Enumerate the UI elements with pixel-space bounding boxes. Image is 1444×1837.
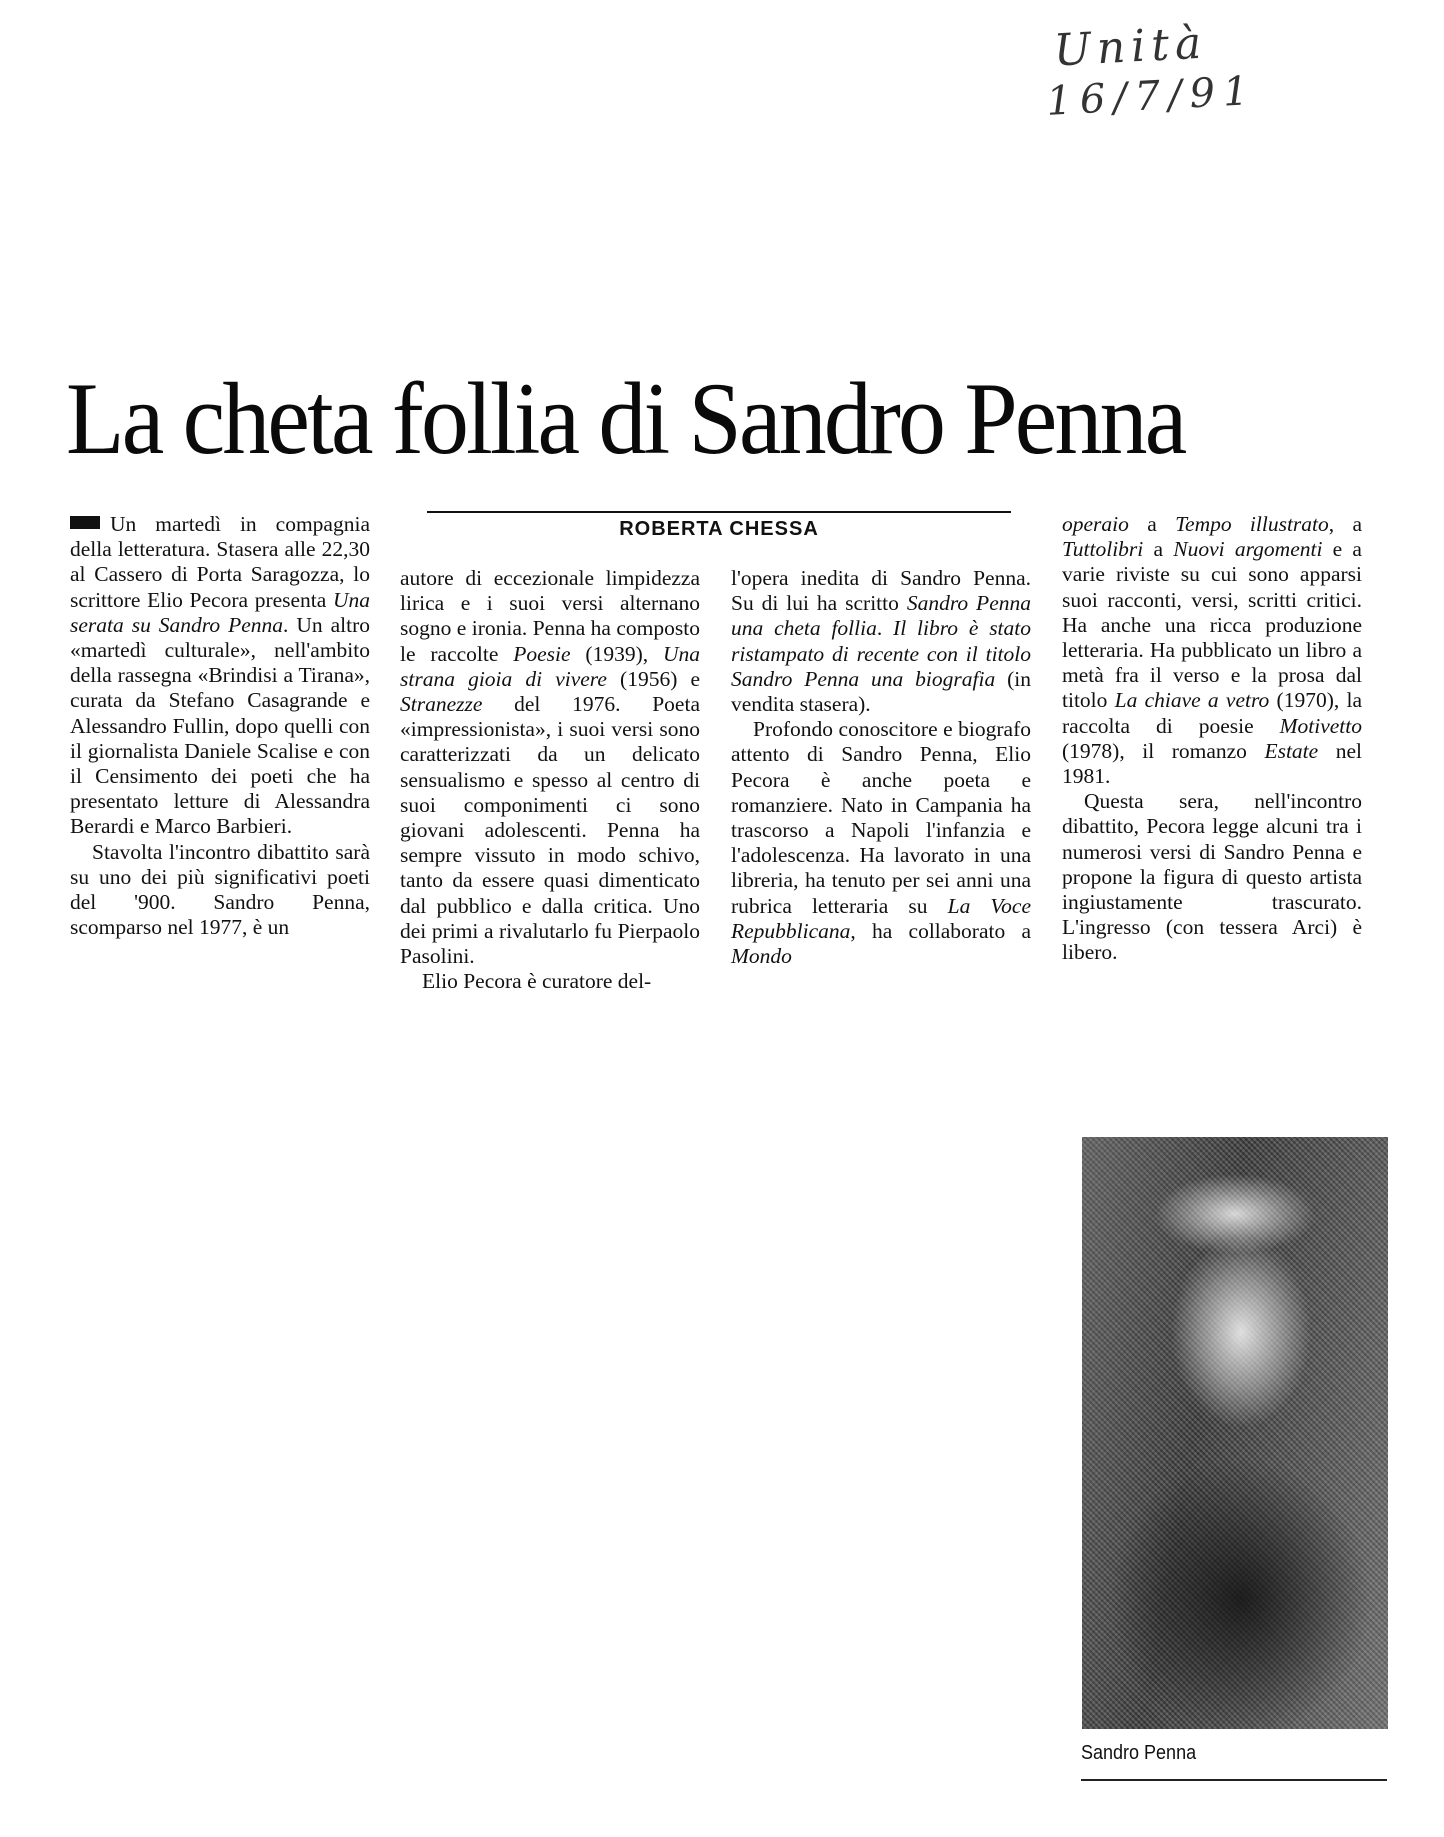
article-paragraph: Stavolta l'incontro dibattito sarà su uno dei più significativi poeti del '900. Sandro Penna, scomparso nel 1977, è un bbox=[70, 839, 370, 940]
article-paragraph: autore di eccezionale limpidezza lirica e i suoi versi alternano sogno e ironia. Penna ha composto le raccolte Poesie (1939), Una strana gioia di vivere (1956) e Stranezze del 1976. Poeta «impressionista», i suoi versi sono caratterizzati da un delicato sensualismo e spesso al centro di suoi componimenti ci sono giovani adolescenti. Penna ha sempre vissuto in modo schivo, tanto da essere quasi dimenticato dal pubblico e dalla critica. Uno dei primi a rivalutarlo fu Pierpaolo Pasolini. bbox=[400, 566, 700, 969]
article-paragraph: Questa sera, nell'incontro dibattito, Pecora legge alcuni tra i numerosi versi di Sandro Penna e propone la figura di questo artista ingiustamente trascurato. L'ingresso (con tessera Arci) è libero. bbox=[1062, 789, 1362, 965]
article-paragraph: Profondo conoscitore e biografo attento di Sandro Penna, Elio Pecora è anche poeta e romanziere. Nato in Campania ha trascorso a Napoli l'infanzia e l'adolescenza. Ha lavorato in una libreria, ha tenuto per sei anni una rubrica letteraria su La Voce Repubblicana, ha collaborato a Mondo bbox=[731, 717, 1031, 969]
article-paragraph: Un martedì in compagnia della letteratura. Stasera alle 22,30 al Cassero di Porta Saragozza, lo scrittore Elio Pecora presenta Una serata su Sandro Penna. Un altro «martedì culturale», nell'ambito della rassegna «Brindisi a Tirana», curata da Stefano Casagrande e Alessandro Fullin, dopo quelli con il giornalista Daniele Scalise e con il Censimento dei poeti che ha presentato letture di Alessandra Berardi e Marco Barbieri. bbox=[70, 512, 370, 839]
lead-marker-icon bbox=[70, 516, 100, 529]
handwritten-publication: Unità bbox=[1052, 17, 1209, 77]
portrait-photo bbox=[1082, 1137, 1388, 1729]
article-column-2 bbox=[400, 566, 700, 994]
article-column-1 bbox=[70, 512, 370, 940]
byline: ROBERTA CHESSA bbox=[619, 518, 819, 540]
article-paragraph: l'opera inedita di Sandro Penna. Su di lui ha scritto Sandro Penna una cheta follia. Il libro è stato ristampato di recente con il titolo Sandro Penna una biografia (in vendita stasera). bbox=[731, 566, 1032, 717]
article-column-3 bbox=[731, 566, 1031, 969]
caption-rule bbox=[1081, 1779, 1387, 1781]
article-paragraph: operaio a Tempo illustrato, a Tuttolibri a Nuovi argomenti e a varie riviste su cui sono apparsi suoi racconti, versi, scritti critici. Ha anche una ricca produzione letteraria. Ha pubblicato un libro a metà fra il verso e la prosa dal titolo La chiave a vetro (1970), la raccolta di poesie Motivetto (1978), il romanzo Estate nel 1981. bbox=[1062, 512, 1363, 789]
handwritten-annotation bbox=[1043, 17, 1258, 125]
photo-caption: Sandro Penna bbox=[1081, 1742, 1197, 1764]
byline-rule bbox=[427, 511, 1011, 513]
article-headline: La cheta follia di Sandro Penna bbox=[66, 362, 1185, 476]
article-paragraph: Elio Pecora è curatore del- bbox=[422, 969, 652, 994]
handwritten-date: 16/7/91 bbox=[1045, 67, 1258, 125]
article-column-4 bbox=[1062, 512, 1362, 966]
